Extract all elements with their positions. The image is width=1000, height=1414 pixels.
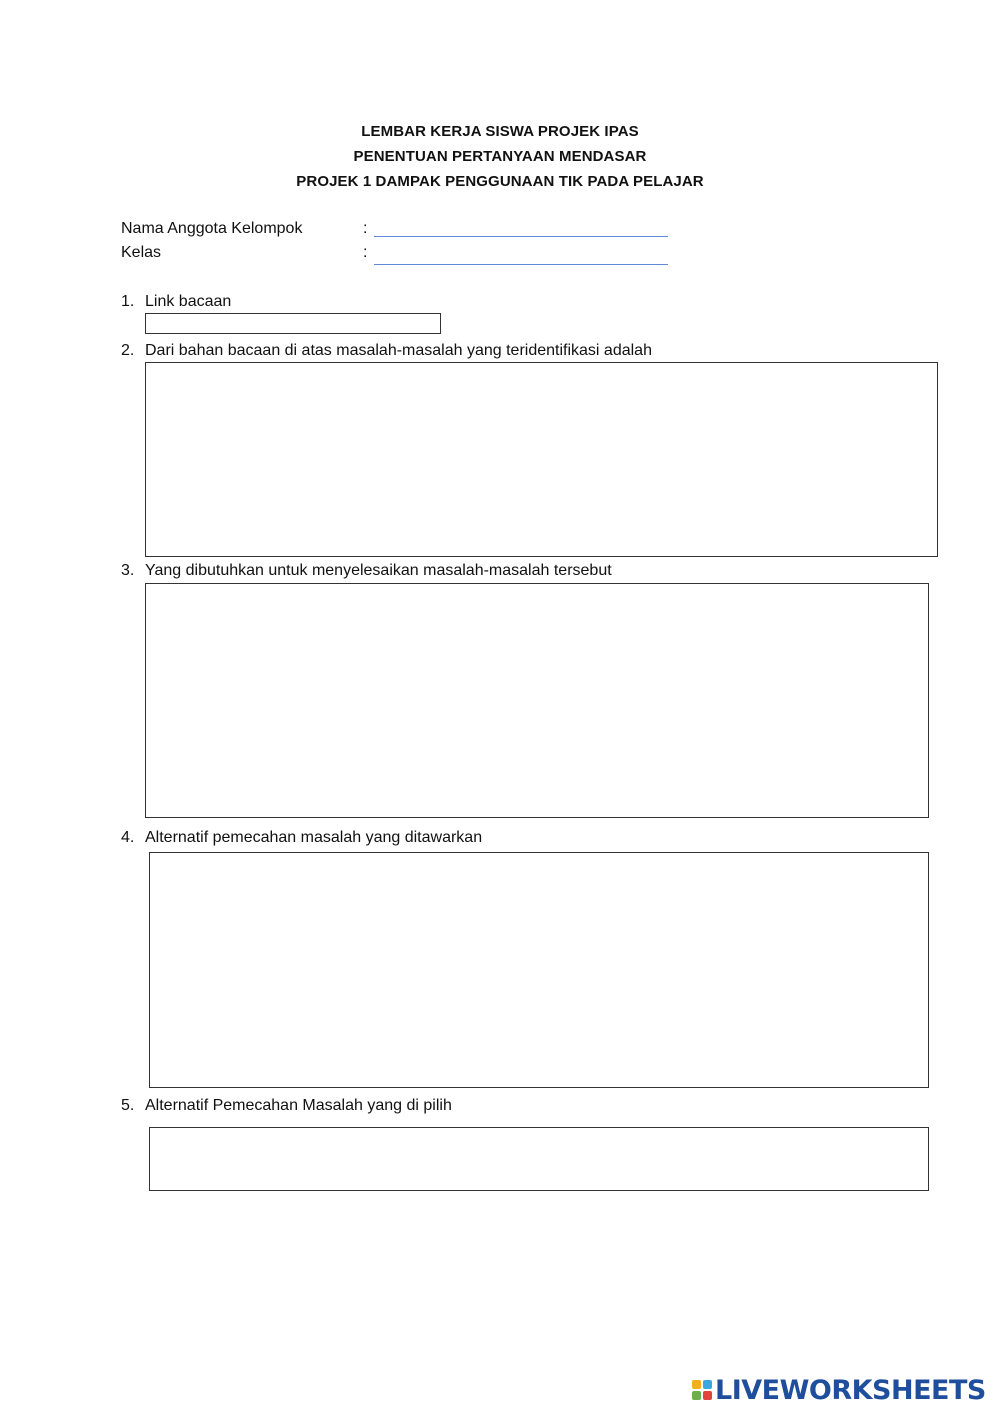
group-members-input[interactable] [374,236,668,237]
offered-alternatives-answer-box[interactable] [149,852,929,1088]
question-1-number: 1. [121,293,135,310]
chosen-alternative-answer-box[interactable] [149,1127,929,1191]
question-3-text: Yang dibutuhkan untuk menyelesaikan masalah-masalah tersebut [145,562,612,579]
liveworksheets-wordmark: LIVEWORKSHEETS [715,1374,986,1406]
question-5-number: 5. [121,1097,135,1114]
worksheet-subtitle: PENENTUAN PERTANYAAN MENDASAR [353,148,647,165]
question-4-number: 4. [121,829,135,846]
logo-square-blue [703,1380,712,1389]
class-colon: : [363,244,368,261]
logo-square-red [703,1391,712,1400]
reading-link-input[interactable] [145,313,441,334]
question-5-text: Alternatif Pemecahan Masalah yang di pilih [145,1097,452,1114]
question-2-text: Dari bahan bacaan di atas masalah-masalah yang teridentifikasi adalah [145,342,652,359]
question-3-number: 3. [121,562,135,579]
group-members-colon: : [363,220,368,237]
class-label: Kelas [121,244,162,261]
liveworksheets-brand[interactable] [692,1373,986,1407]
worksheet-title: LEMBAR KERJA SISWA PROJEK IPAS [361,123,639,140]
question-2-number: 2. [121,342,135,359]
logo-square-yellow [692,1380,701,1389]
identified-problems-answer-box[interactable] [145,362,938,557]
needs-to-solve-answer-box[interactable] [145,583,929,818]
liveworksheets-logo-icon [692,1380,712,1400]
group-members-label: Nama Anggota Kelompok [121,220,303,237]
class-input[interactable] [374,264,668,265]
question-4-text: Alternatif pemecahan masalah yang ditawarkan [145,829,483,846]
project-title: PROJEK 1 DAMPAK PENGGUNAAN TIK PADA PELAJAR [296,173,704,190]
question-1-text: Link bacaan [145,293,232,310]
logo-square-green [692,1391,701,1400]
